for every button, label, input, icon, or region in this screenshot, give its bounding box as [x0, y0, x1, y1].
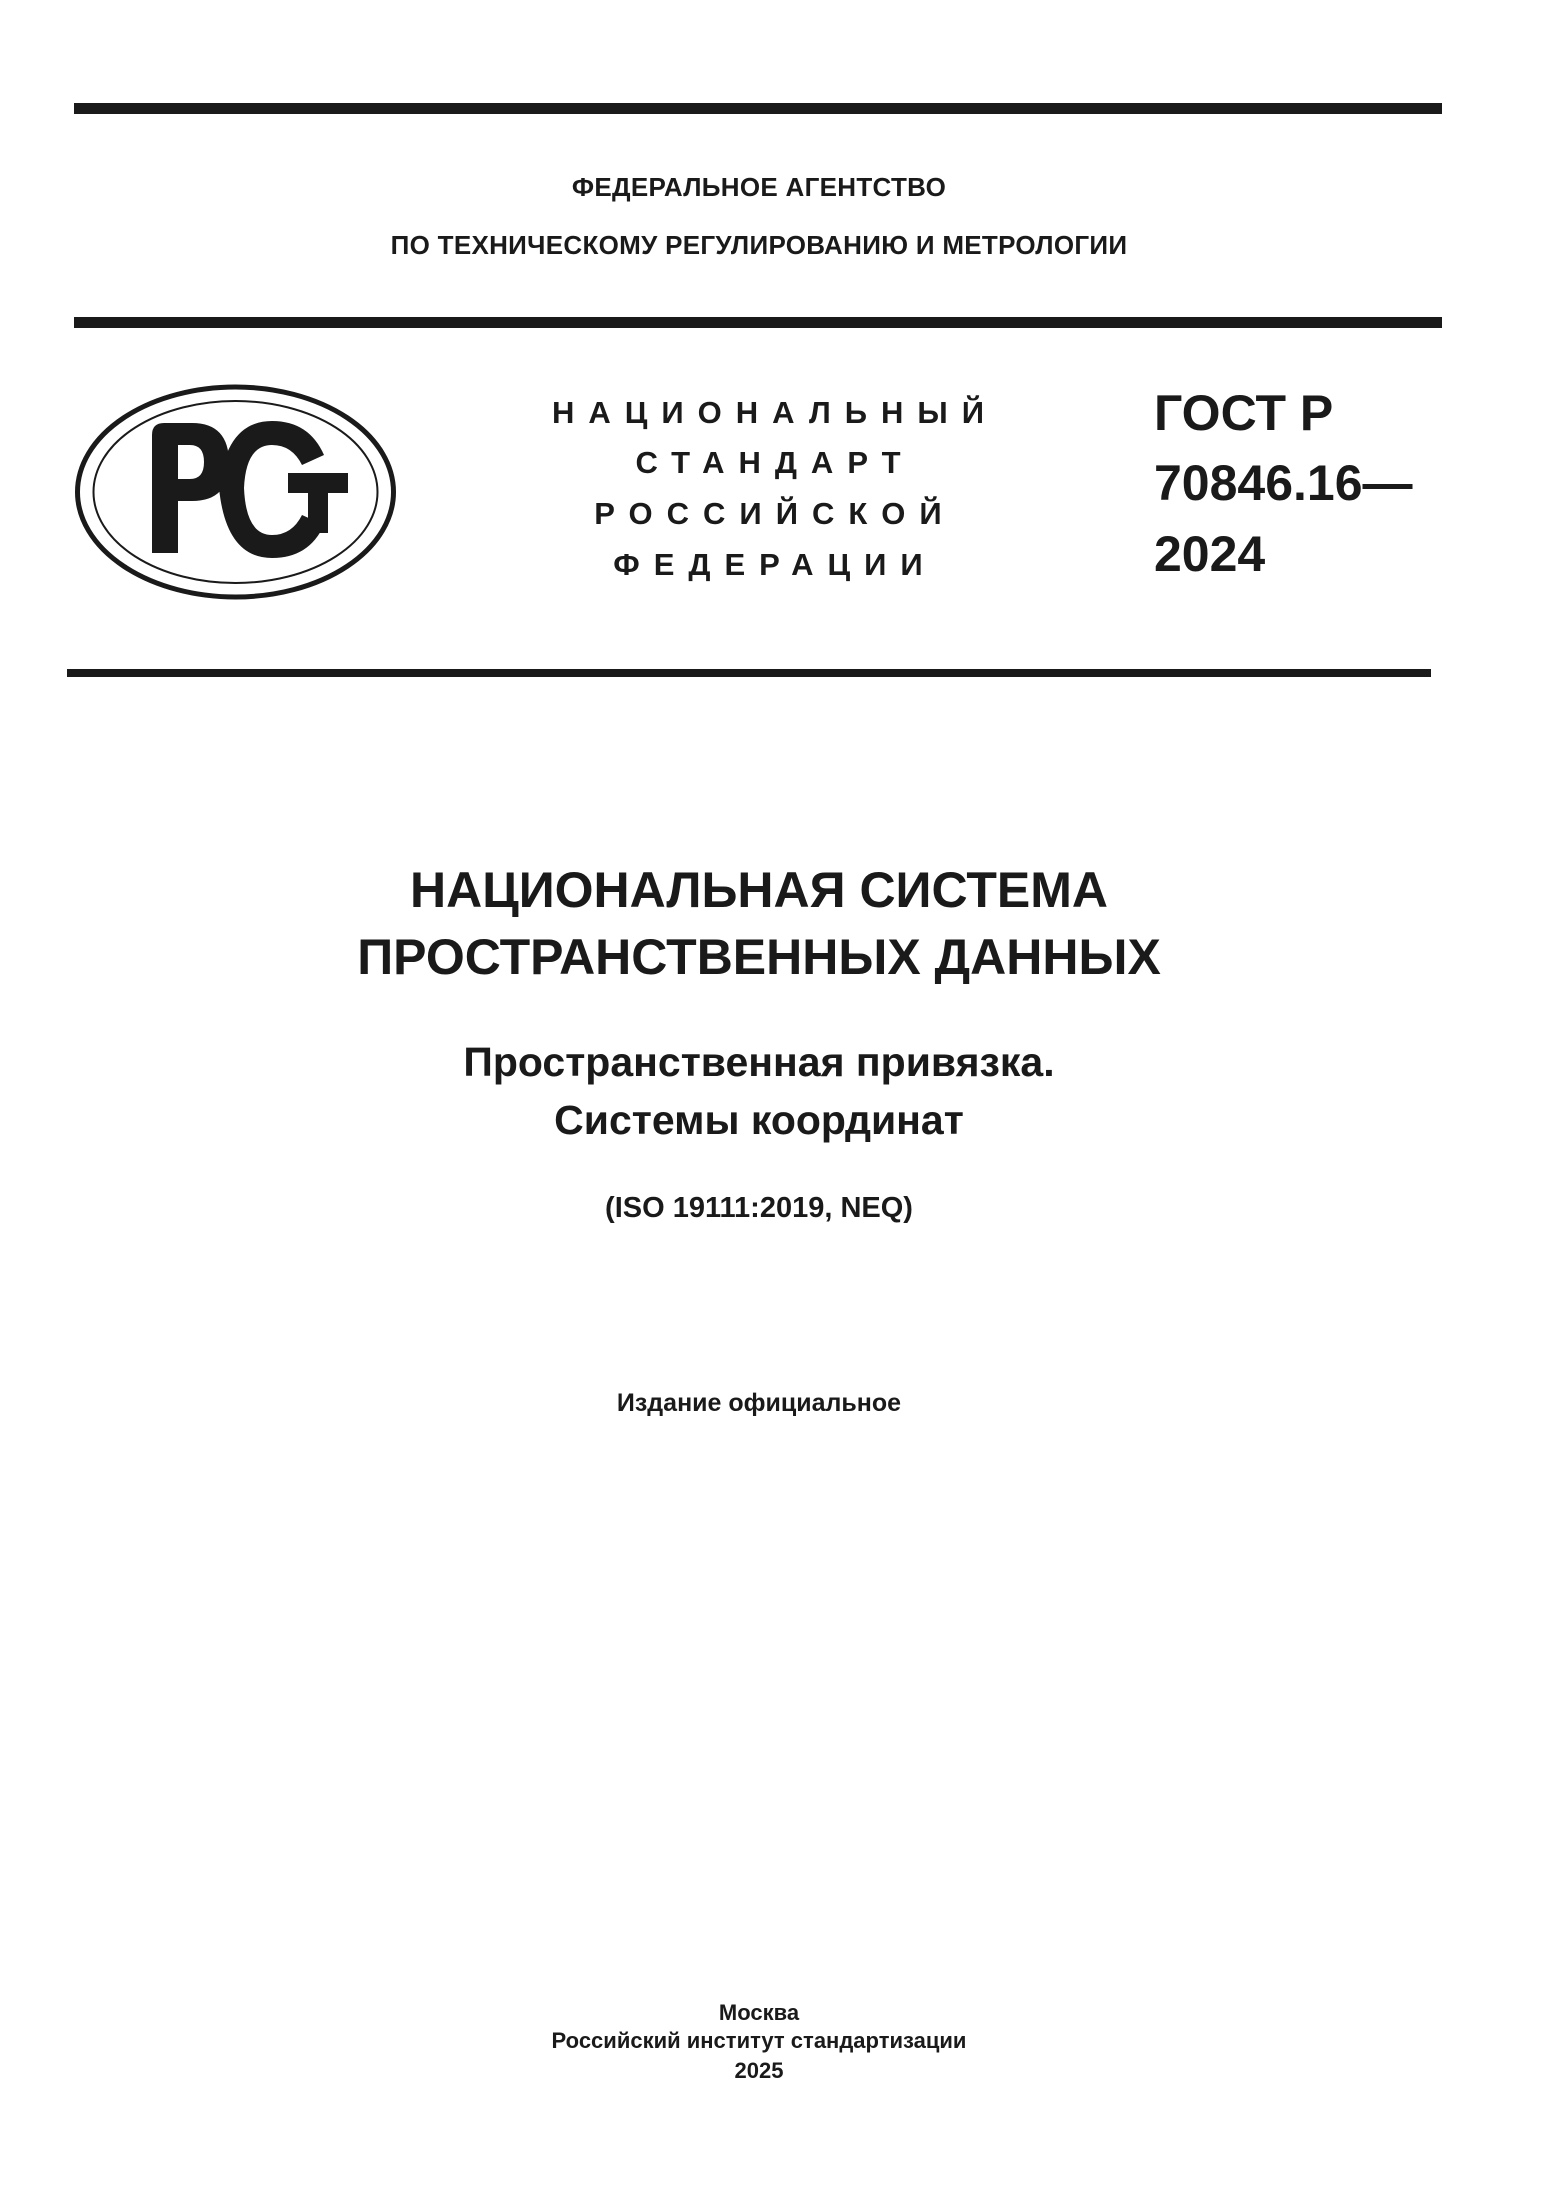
iso-reference: (ISO 19111:2019, NEQ)	[605, 1192, 913, 1224]
lower-rule	[67, 669, 1431, 677]
middle-rule	[74, 317, 1442, 328]
standard-type-line-3: РОССИЙСКОЙ	[594, 496, 956, 531]
agency-line-2: ПО ТЕХНИЧЕСКОМУ РЕГУЛИРОВАНИЮ И МЕТРОЛОГИИ	[390, 230, 1128, 260]
imprint-year: 2025	[734, 2058, 784, 2083]
document-title-line-1: НАЦИОНАЛЬНАЯ СИСТЕМА	[409, 862, 1109, 918]
document-subtitle-line-1: Пространственная привязка.	[463, 1039, 1055, 1085]
designation-line-3: 2024	[1154, 526, 1266, 582]
document-title-line-2: ПРОСТРАНСТВЕННЫХ ДАННЫХ	[357, 929, 1161, 985]
designation-line-2: 70846.16—	[1154, 455, 1413, 511]
document-subtitle-line-2: Системы координат	[554, 1097, 964, 1143]
designation-line-1: ГОСТ Р	[1154, 385, 1334, 441]
standard-type-line-1: НАЦИОНАЛЬНЫЙ	[551, 395, 999, 430]
imprint-publisher: Российский институт стандартизации	[551, 2028, 967, 2053]
imprint-city: Москва	[718, 2000, 800, 2025]
standard-type-line-4: ФЕДЕРАЦИИ	[613, 547, 937, 582]
edition-label: Издание официальное	[616, 1389, 902, 1417]
agency-line-1: ФЕДЕРАЛЬНОЕ АГЕНТСТВО	[571, 172, 947, 202]
standard-type-line-2: СТАНДАРТ	[635, 445, 915, 480]
rst-mark-icon	[74, 383, 397, 601]
top-rule	[74, 103, 1442, 114]
